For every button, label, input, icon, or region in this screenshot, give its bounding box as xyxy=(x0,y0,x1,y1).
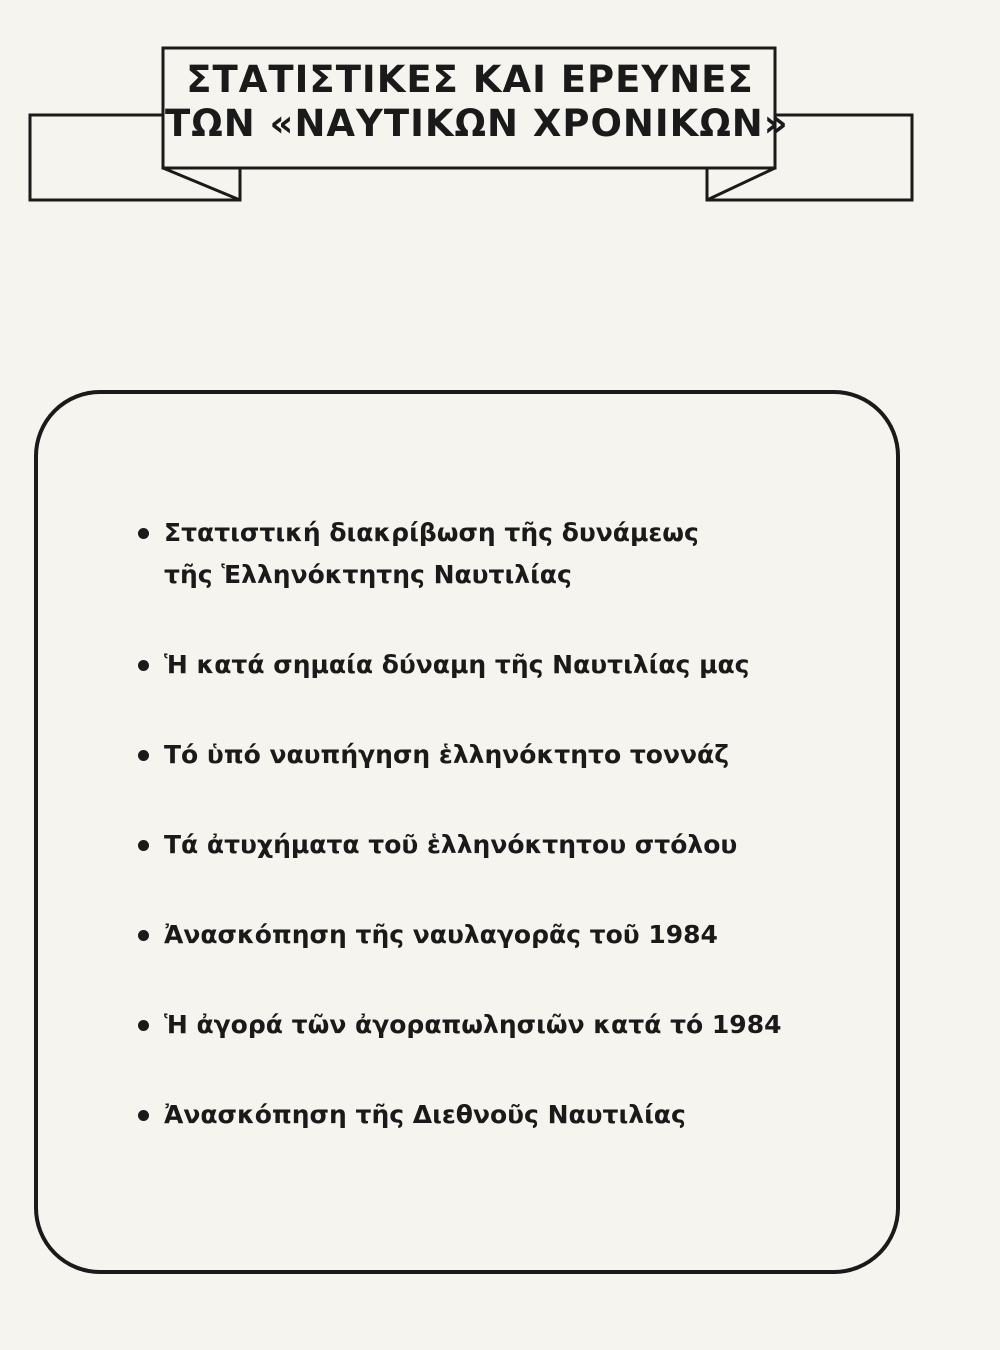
list-item xyxy=(136,644,896,686)
list-item xyxy=(136,824,896,866)
bullet-icon xyxy=(138,660,149,671)
list-item-text: Ἡ ἀγορά τῶν ἀγοραπωλησιῶν κατά τό 1984 xyxy=(164,1010,782,1039)
banner-title-line-2: ΤΩΝ «ΝΑΥΤΙΚΩΝ ΧΡΟΝΙΚΩΝ» xyxy=(165,102,789,145)
list-item-text-continued: τῆς Ἑλληνόκτητης Ναυτιλίας xyxy=(164,560,572,589)
ribbon-left-fold xyxy=(163,168,240,200)
banner-title xyxy=(165,58,789,146)
list-item xyxy=(136,914,896,956)
list-item-text: Τά ἀτυχήματα τοῦ ἑλληνόκτητου στόλου xyxy=(164,830,738,859)
ribbon-right-fold xyxy=(707,168,775,200)
bullet-icon xyxy=(138,528,149,539)
bullet-icon xyxy=(138,930,149,941)
list-item-text: Τό ὑπό ναυπήγηση ἑλληνόκτητο τοννάζ xyxy=(164,740,729,769)
list-item-text: Ἀνασκόπηση τῆς ναυλαγορᾶς τοῦ 1984 xyxy=(164,920,718,949)
list-item xyxy=(136,512,896,596)
banner-title-line-1: ΣΤΑΤΙΣΤΙΚΕΣ ΚΑΙ ΕΡΕΥΝΕΣ xyxy=(186,58,754,101)
bullet-icon xyxy=(138,1110,149,1121)
list-item-text: Ἀνασκόπηση τῆς Διεθνοῦς Ναυτιλίας xyxy=(164,1100,686,1129)
bullet-icon xyxy=(138,1020,149,1031)
list-item xyxy=(136,1094,896,1136)
bullet-icon xyxy=(138,750,149,761)
bullet-icon xyxy=(138,840,149,851)
list-item xyxy=(136,734,896,776)
contents-list xyxy=(136,512,896,1184)
list-item-text: Ἡ κατά σημαία δύναμη τῆς Ναυτιλίας μας xyxy=(164,650,750,679)
list-item xyxy=(136,1004,896,1046)
list-item-text: Στατιστική διακρίβωση τῆς δυνάμεως xyxy=(164,518,699,547)
